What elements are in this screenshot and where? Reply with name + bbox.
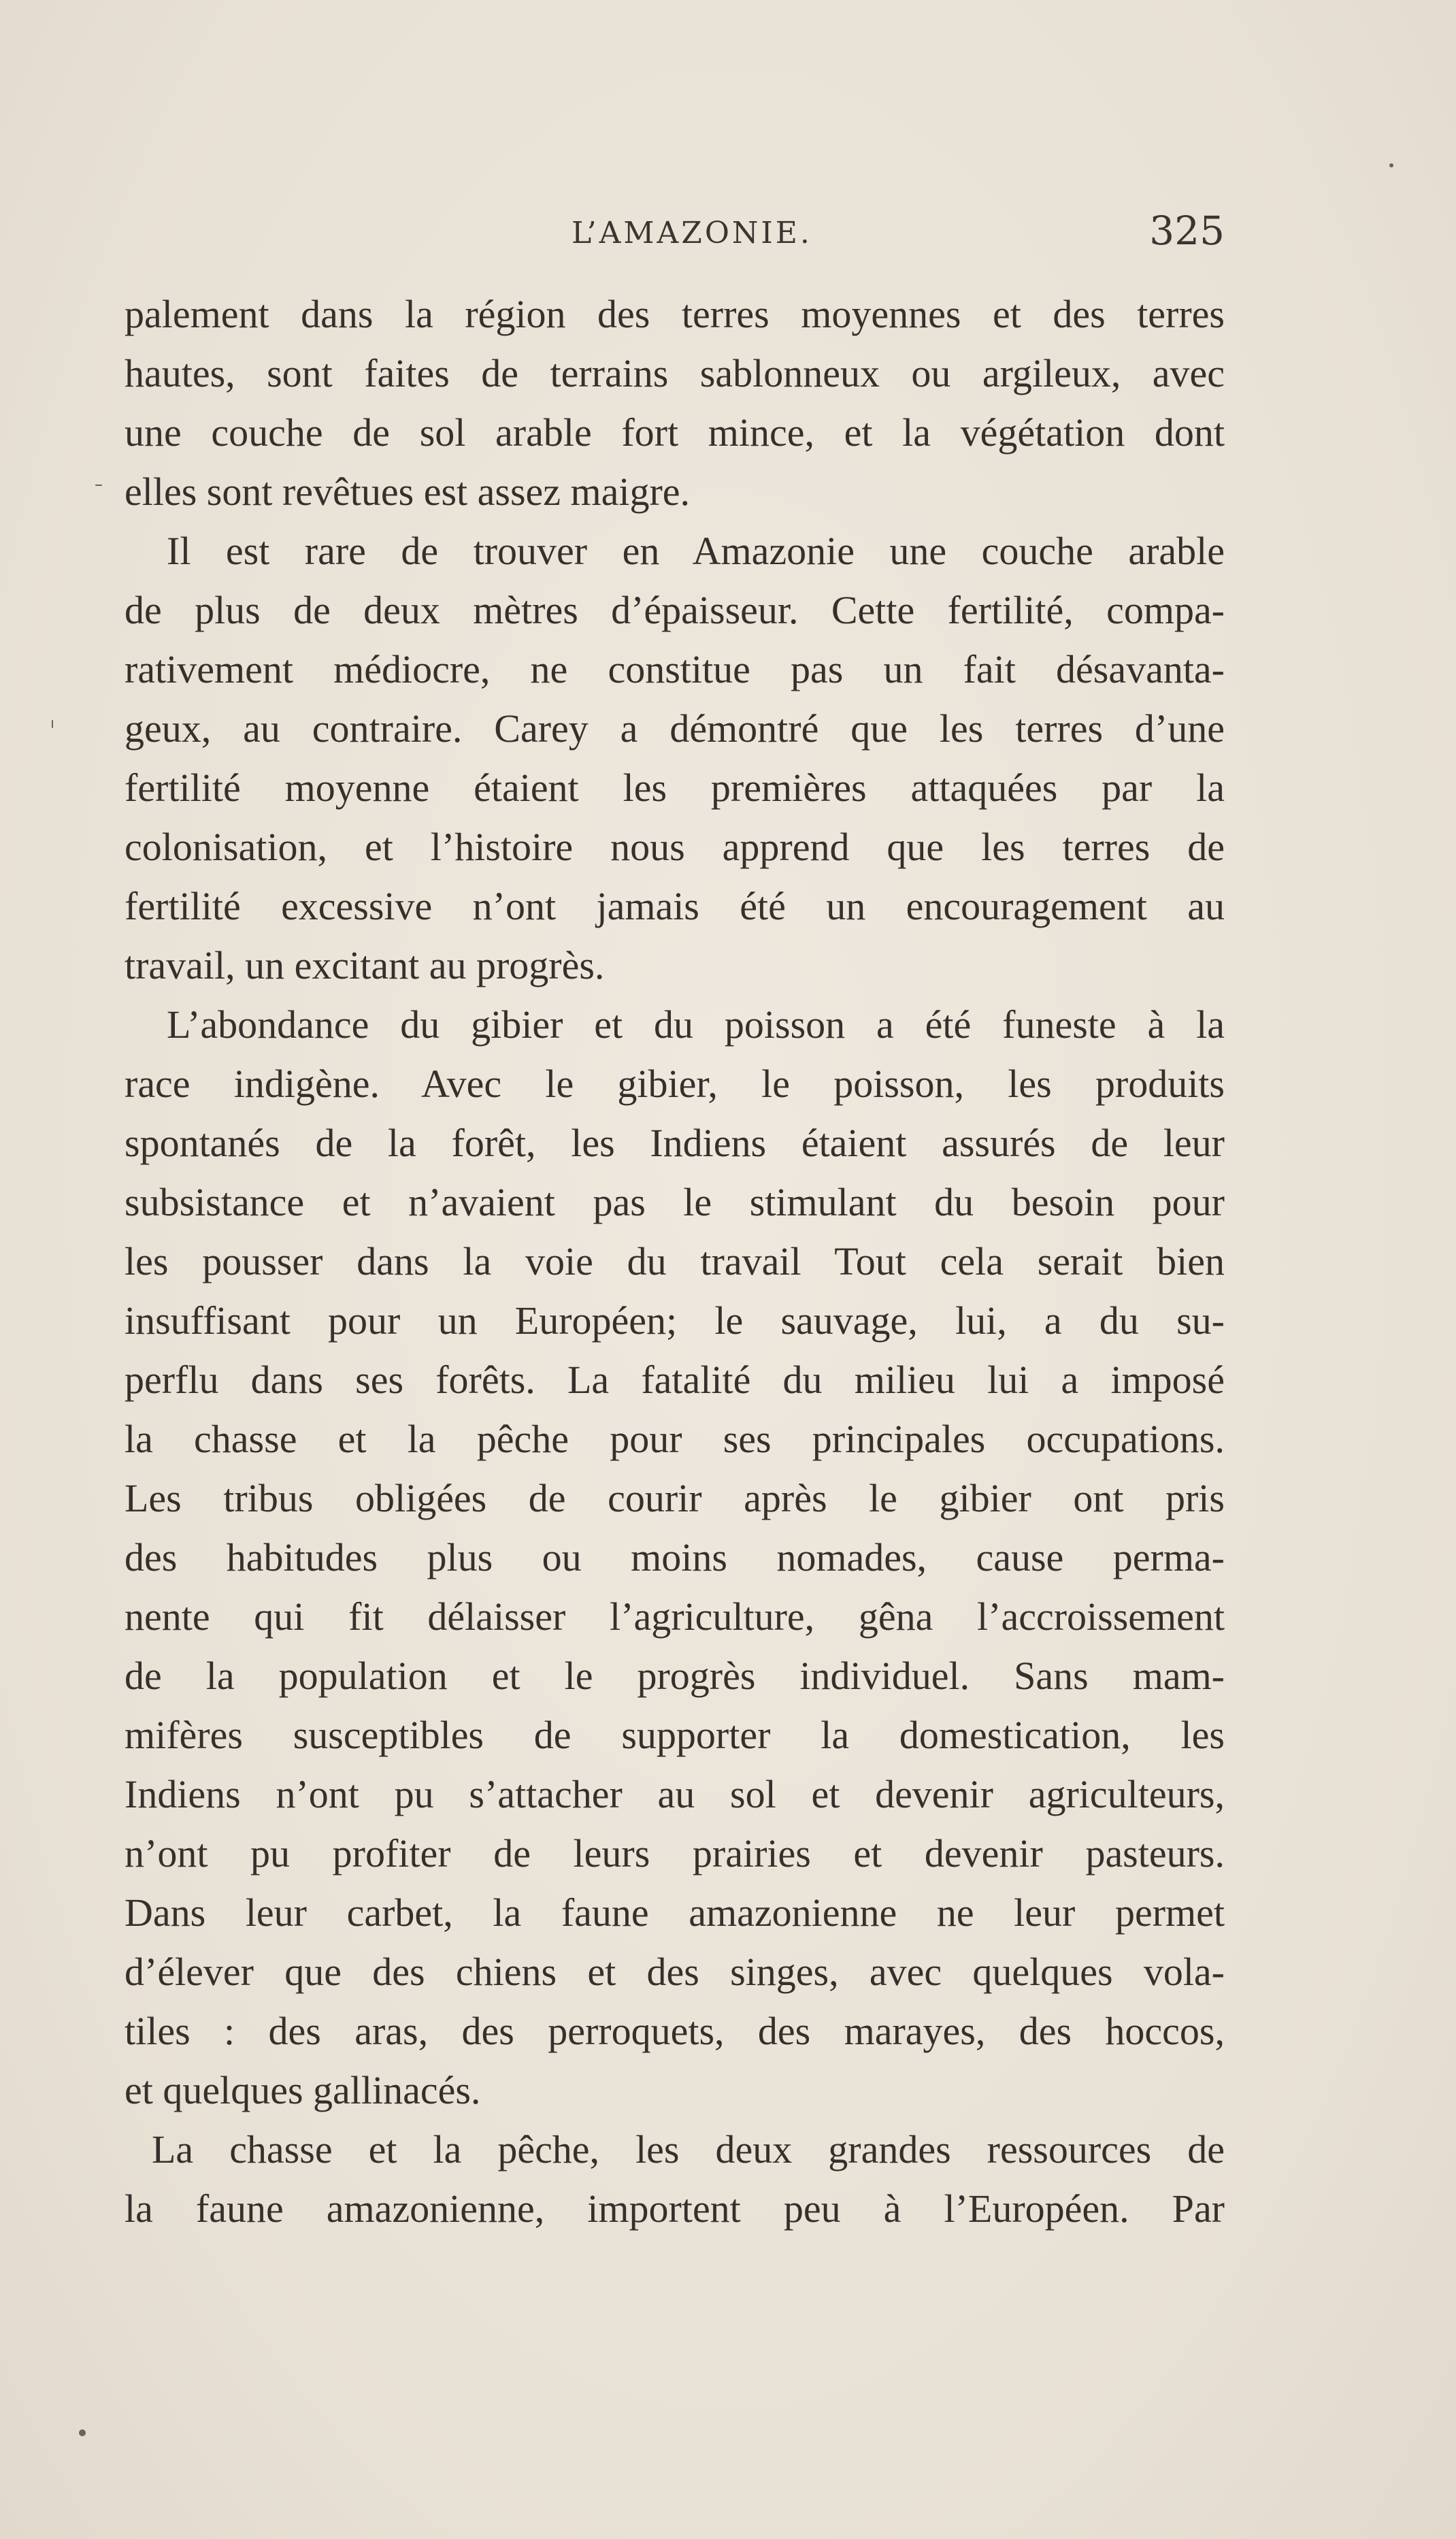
paper-speck (79, 2429, 86, 2436)
text-line: nente qui fit délaisser l’agriculture, gêna l’accroissement (125, 1594, 1225, 1639)
text-line: subsistance et n’avaient pas le stimulant du besoin pour (125, 1180, 1225, 1224)
text-line: des habitudes plus ou moins nomades, cause perma- (125, 1535, 1225, 1579)
text-line: de la population et le progrès individuel. Sans mam- (125, 1654, 1225, 1698)
text-line: perflu dans ses forêts. La fatalité du milieu lui a imposé (125, 1358, 1225, 1402)
page-number: 325 (1149, 208, 1225, 254)
text-line: les pousser dans la voie du travail Tout cela serait bien (125, 1239, 1225, 1283)
text-line: race indigène. Avec le gibier, le poisson, les produits (125, 1062, 1225, 1106)
text-line: d’élever que des chiens et des singes, avec quelques vola- (125, 1950, 1225, 1994)
text-line: fertilité excessive n’ont jamais été un encouragement au (125, 884, 1225, 928)
text-line: travail, un excitant au progrès. (125, 943, 605, 987)
body-text (125, 284, 1225, 2238)
text-line: rativement médiocre, ne constitue pas un fait désavanta- (125, 647, 1225, 691)
text-line: hautes, sont faites de terrains sablonneux ou argileux, avec (125, 351, 1225, 395)
text-line: palement dans la région des terres moyennes et des terres (125, 292, 1225, 336)
text-line: mifères susceptibles de supporter la domestication, les (125, 1713, 1225, 1757)
text-line: une couche de sol arable fort mince, et la végétation dont (125, 410, 1225, 455)
text-line: colonisation, et l’histoire nous apprend que les terres de (125, 825, 1225, 869)
text-line: insuffisant pour un Européen; le sauvage, lui, a du su- (125, 1298, 1225, 1343)
text-line: geux, au contraire. Carey a démontré que les terres d’une (125, 706, 1225, 751)
paper-speck (52, 720, 53, 728)
text-line: elles sont revêtues est assez maigre. (125, 470, 691, 514)
text-line: L’abondance du gibier et du poisson a été funeste à la (167, 1002, 1225, 1047)
text-line: Les tribus obligées de courir après le gibier ont pris (125, 1476, 1225, 1520)
text-line: et quelques gallinacés. (125, 2068, 481, 2112)
paper-speck (95, 485, 102, 486)
text-line: Il est rare de trouver en Amazonie une couche arable (167, 529, 1225, 573)
text-line: de plus de deux mètres d’épaisseur. Cette fertilité, compa- (125, 588, 1225, 632)
text-line: la faune amazonienne, importent peu à l’Européen. Par (125, 2186, 1225, 2231)
text-line: Indiens n’ont pu s’attacher au sol et devenir agriculteurs, (125, 1772, 1225, 1816)
text-line: n’ont pu profiter de leurs prairies et devenir pasteurs. (125, 1831, 1225, 1875)
text-line: La chasse et la pêche, les deux grandes ressources de (152, 2127, 1225, 2172)
paper-speck (1389, 163, 1393, 167)
running-title: L’AMAZONIE. (572, 216, 812, 250)
text-line: fertilité moyenne étaient les premières attaquées par la (125, 766, 1225, 810)
text-line: la chasse et la pêche pour ses principales occupations. (125, 1417, 1225, 1461)
page-header (122, 208, 1225, 262)
text-line: tiles : des aras, des perroquets, des marayes, des hoccos, (125, 2009, 1225, 2053)
text-line: spontanés de la forêt, les Indiens étaient assurés de leur (125, 1121, 1225, 1165)
text-line: Dans leur carbet, la faune amazonienne ne leur permet (125, 1890, 1225, 1935)
